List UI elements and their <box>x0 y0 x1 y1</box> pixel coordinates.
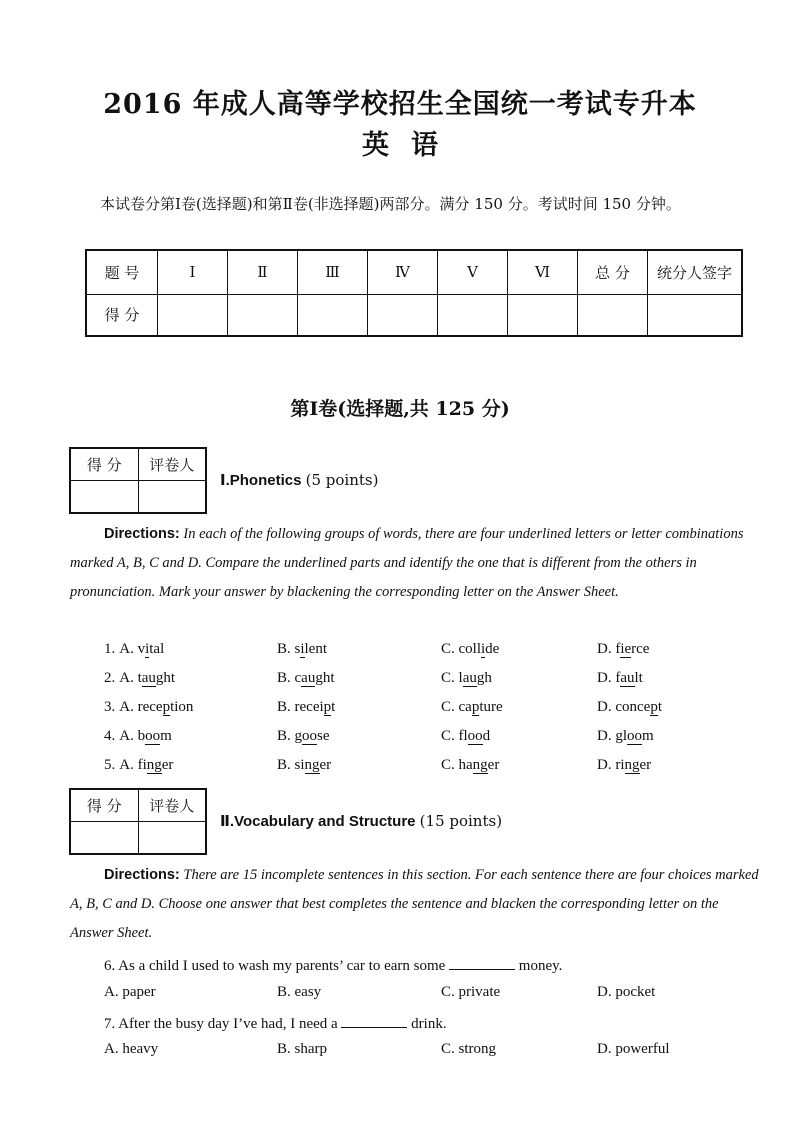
word-part: tal <box>149 641 165 657</box>
phonetics-option-a <box>104 757 173 774</box>
phonetics-option-d <box>597 699 662 716</box>
phonetics-option-a <box>104 699 193 716</box>
phonetics-option-c <box>441 728 490 745</box>
word-part: A. rece <box>119 699 163 715</box>
underlined-letters: oo <box>627 728 642 744</box>
word-part: D. ri <box>597 757 625 773</box>
score-table-col: 统分人签字 <box>648 250 743 294</box>
volume-title: 第Ⅰ卷(选择题,共 125 分) <box>290 398 510 420</box>
word-part: er <box>161 757 174 773</box>
option-c: C. private <box>441 984 501 1000</box>
word-part: B. s <box>277 641 301 657</box>
section2-num: Ⅱ. <box>220 813 235 830</box>
word-part: m <box>642 728 654 744</box>
score-cell <box>158 294 228 336</box>
section1-num: Ⅰ. <box>220 472 230 489</box>
word-part: B. recei <box>277 699 324 715</box>
section2-points: (15 points) <box>419 812 503 830</box>
underlined-letters: i <box>145 641 150 657</box>
grader-box-cell <box>70 822 138 855</box>
underlined-letters: ng <box>624 757 640 773</box>
grader-box-cell <box>138 822 206 855</box>
word-part: A. b <box>119 728 146 744</box>
exam-title: 2016 年成人高等学校招生全国统一考试专升本 <box>103 89 697 120</box>
underlined-letters: ng <box>472 757 488 773</box>
underlined-letters: p <box>471 699 480 715</box>
section1-directions-lead: Directions: <box>104 526 180 542</box>
underlined-letters: oo <box>302 728 318 744</box>
word-part: ght <box>155 670 176 686</box>
word-part: tion <box>170 699 194 715</box>
grader-box <box>69 447 207 514</box>
underlined-letters: au <box>141 670 156 686</box>
subject-title: 英语 <box>362 130 460 161</box>
section1-points: (5 points) <box>305 471 379 489</box>
word-part: lt <box>634 670 643 686</box>
word-part: D. conce <box>597 699 651 715</box>
underlined-letters: p <box>650 699 658 715</box>
word-part: A. v <box>119 641 146 657</box>
underlined-letters: au <box>620 670 635 686</box>
score-table-col: 总 分 <box>578 250 648 294</box>
underlined-letters: i <box>481 641 486 657</box>
phonetics-option-c <box>441 670 492 687</box>
underlined-letters: ng <box>146 757 162 773</box>
option-d: D. pocket <box>597 984 656 1000</box>
word-part: C. l <box>441 670 463 686</box>
word-part: A. t <box>119 670 142 686</box>
score-cell <box>508 294 578 336</box>
question-7-stem <box>104 1013 447 1033</box>
word-part: C. fl <box>441 728 468 744</box>
question-6-text-end: money. <box>518 958 563 974</box>
score-cell <box>368 294 438 336</box>
question-number: 2. <box>104 670 116 686</box>
phonetics-option-d <box>597 670 643 687</box>
grader-box-grader-label: 评卷人 <box>138 789 206 822</box>
section2-directions <box>70 861 760 948</box>
option-c: C. strong <box>441 1041 497 1057</box>
answer-blank <box>341 1013 407 1028</box>
score-table-col: Ⅱ <box>228 250 298 294</box>
score-cell <box>578 294 648 336</box>
grader-box-cell <box>70 481 138 514</box>
score-cell <box>438 294 508 336</box>
score-cell <box>648 294 743 336</box>
answer-blank <box>449 955 515 970</box>
word-part: d <box>482 728 491 744</box>
option-a: A. heavy <box>104 1041 159 1057</box>
section2-heading <box>220 812 502 830</box>
question-6-text: 6. As a child I used to wash my parents’ car to earn some <box>104 958 446 974</box>
phonetics-option-b <box>277 641 327 658</box>
word-part: C. ha <box>441 757 473 773</box>
underlined-letters: oo <box>145 728 161 744</box>
word-part: er <box>639 757 652 773</box>
word-part: m <box>160 728 172 744</box>
word-part: rce <box>631 641 650 657</box>
option-b: B. easy <box>277 984 322 1000</box>
underlined-letters: au <box>301 670 316 686</box>
word-part: B. g <box>277 728 303 744</box>
phonetics-option-b <box>277 670 335 687</box>
word-part: se <box>317 728 330 744</box>
word-part: er <box>319 757 332 773</box>
section1-heading <box>220 471 378 489</box>
word-part: C. coll <box>441 641 481 657</box>
question-number: 3. <box>104 699 116 715</box>
option-d: D. powerful <box>597 1041 670 1057</box>
phonetics-option-c <box>441 641 499 658</box>
option-a: A. paper <box>104 984 156 1000</box>
phonetics-option-b <box>277 728 330 745</box>
score-cell <box>228 294 298 336</box>
section2-title: Vocabulary and Structure <box>234 813 416 830</box>
phonetics-option-a <box>104 670 175 687</box>
word-part: D. f <box>597 641 621 657</box>
underlined-letters: p <box>323 699 332 715</box>
phonetics-option-d <box>597 728 654 745</box>
word-part: B. si <box>277 757 305 773</box>
option-b: B. sharp <box>277 1041 327 1057</box>
score-table-col: Ⅲ <box>298 250 368 294</box>
word-part: lent <box>304 641 328 657</box>
phonetics-option-c <box>441 699 503 716</box>
underlined-letters: ie <box>620 641 632 657</box>
score-table-header: 题 号 <box>86 250 158 294</box>
grader-box-cell <box>138 481 206 514</box>
underlined-letters: au <box>462 670 477 686</box>
word-part: de <box>485 641 500 657</box>
question-6-stem <box>104 955 562 975</box>
word-part: B. c <box>277 670 302 686</box>
section1-directions-text: In each of the following groups of words, there are four underlined letters or letter combinations marked A, B, C and D. Compare the underlined parts and identify the one that is different from the others in pronunciation. Mark your answer by blackening the corresponding letter on the Answer Sheet. <box>70 526 744 600</box>
score-table-col: Ⅴ <box>438 250 508 294</box>
question-number: 5. <box>104 757 116 773</box>
underlined-letters: p <box>162 699 171 715</box>
score-cell <box>298 294 368 336</box>
section2-directions-lead: Directions: <box>104 867 180 883</box>
grader-box-score-label: 得 分 <box>70 448 138 481</box>
section1-title: Phonetics <box>229 472 302 489</box>
question-7-text: 7. After the busy day I’ve had, I need a <box>104 1016 338 1032</box>
word-part: D. f <box>597 670 621 686</box>
word-part: D. gl <box>597 728 627 744</box>
question-number: 4. <box>104 728 116 744</box>
score-table-col: Ⅵ <box>508 250 578 294</box>
word-part: C. ca <box>441 699 472 715</box>
question-number: 1. <box>104 641 116 657</box>
word-part: t <box>657 699 662 715</box>
word-part: er <box>487 757 500 773</box>
word-part: ght <box>315 670 335 686</box>
phonetics-option-c <box>441 757 499 774</box>
exam-intro: 本试卷分第Ⅰ卷(选择题)和第Ⅱ卷(非选择题)两部分。满分 150 分。考试时间 150 分钟。 <box>100 195 681 213</box>
underlined-letters: i <box>300 641 305 657</box>
question-7-text-end: drink. <box>411 1016 447 1032</box>
phonetics-option-a <box>104 641 164 658</box>
section1-directions <box>70 520 760 607</box>
score-table-col: Ⅳ <box>368 250 438 294</box>
phonetics-option-d <box>597 641 649 658</box>
grader-box-score-label: 得 分 <box>70 789 138 822</box>
score-table-row-label: 得 分 <box>86 294 158 336</box>
word-part: A. fi <box>119 757 147 773</box>
section2-directions-text: There are 15 incomplete sentences in this section. For each sentence there are four choices marked A, B, C and D. Choose one answer that best completes the sentence and blacken the corresponding letter on the Answer Sheet. <box>70 867 759 941</box>
grader-box-grader-label: 评卷人 <box>138 448 206 481</box>
grader-box <box>69 788 207 855</box>
phonetics-option-a <box>104 728 172 745</box>
phonetics-option-d <box>597 757 651 774</box>
score-table-col: Ⅰ <box>158 250 228 294</box>
word-part: gh <box>476 670 492 686</box>
phonetics-option-b <box>277 757 331 774</box>
underlined-letters: ng <box>304 757 320 773</box>
underlined-letters: oo <box>467 728 483 744</box>
word-part: ture <box>479 699 503 715</box>
word-part: t <box>331 699 336 715</box>
phonetics-option-b <box>277 699 335 716</box>
score-table <box>85 249 743 337</box>
